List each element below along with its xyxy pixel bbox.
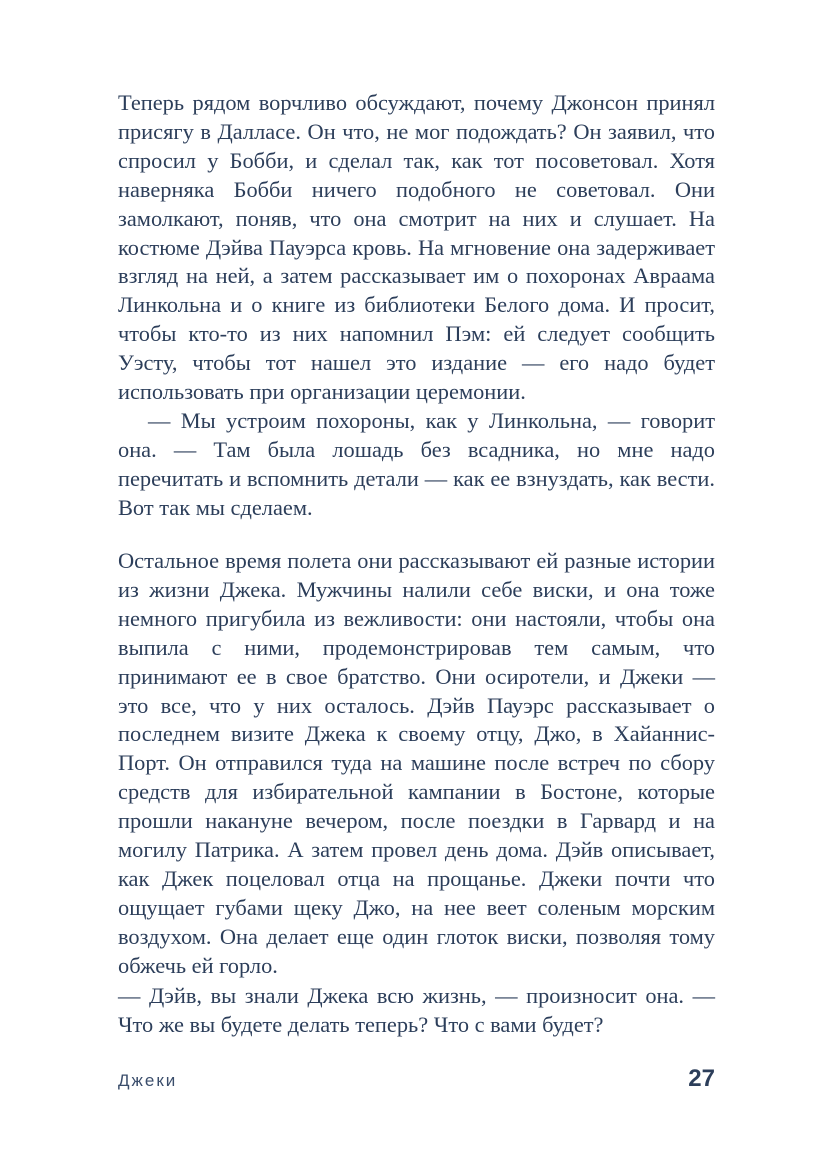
dialogue-paragraph: — Дэйв, вы знали Джека всю жизнь, — произносит она. — Что же вы будете делать теперь? Что с вами будет? (118, 983, 715, 1037)
text-section-1 (118, 89, 715, 523)
running-title: Джеки (118, 1071, 178, 1090)
text-section-3 (118, 982, 715, 1040)
paragraph: Теперь рядом ворчливо обсуждают, почему Джонсон принял присягу в Далласе. Он что, не мог подождать? Он заявил, что спросил у Бобби, и сделал так, как тот посоветовал. Хотя наверняка Бобби ничего подобного не советовал. Они замолкают, поняв, что она смотрит на них и слушает. На костюме Дэйва Пауэрса кровь. На мгновение она задерживает взгляд на ней, а затем рассказывает им о похоронах Авраама Линкольна и о книге из библиотеки Белого дома. И просит, чтобы кто-то из них напомнил Пэм: ей следует сообщить Уэсту, чтобы тот нашел это издание — его надо будет использовать при организации церемонии. (118, 90, 715, 405)
text-section-2 (118, 547, 715, 981)
paragraph: Остальное время полета они рассказывают ей разные истории из жизни Джека. Мужчины налили себе виски, и она тоже немного пригубила из вежливости: они настояли, чтобы она выпила с ними, продемонстрировав тем самым, что принимают ее в свое братство. Они осиротели, и Джеки — это все, что у них осталось. Дэйв Пауэрс рассказывает о последнем визите Джека к своему отцу, Джо, в Хайаннис-Порт. Он отправился туда на машине после встреч по сбору средств для избирательной кампании в Бостоне, которые прошли накануне вечером, после поездки в Гарвард и на могилу Патрика. А затем провел день дома. Дэйв описывает, как Джек поцеловал отца на прощанье. Джеки почти что ощущает губами щеку Джо, на нее веет соленым морским воздухом. Она делает еще один глоток виски, позволяя тому обжечь ей горло. (118, 548, 715, 978)
dialogue-paragraph: — Мы устроим похороны, как у Линкольна, — говорит она. — Там была лошадь без всадника, но мне надо перечитать и вспомнить детали — как ее взнуздать, как вести. Вот так мы сделаем. (118, 407, 715, 520)
page-number: 27 (688, 1065, 715, 1092)
